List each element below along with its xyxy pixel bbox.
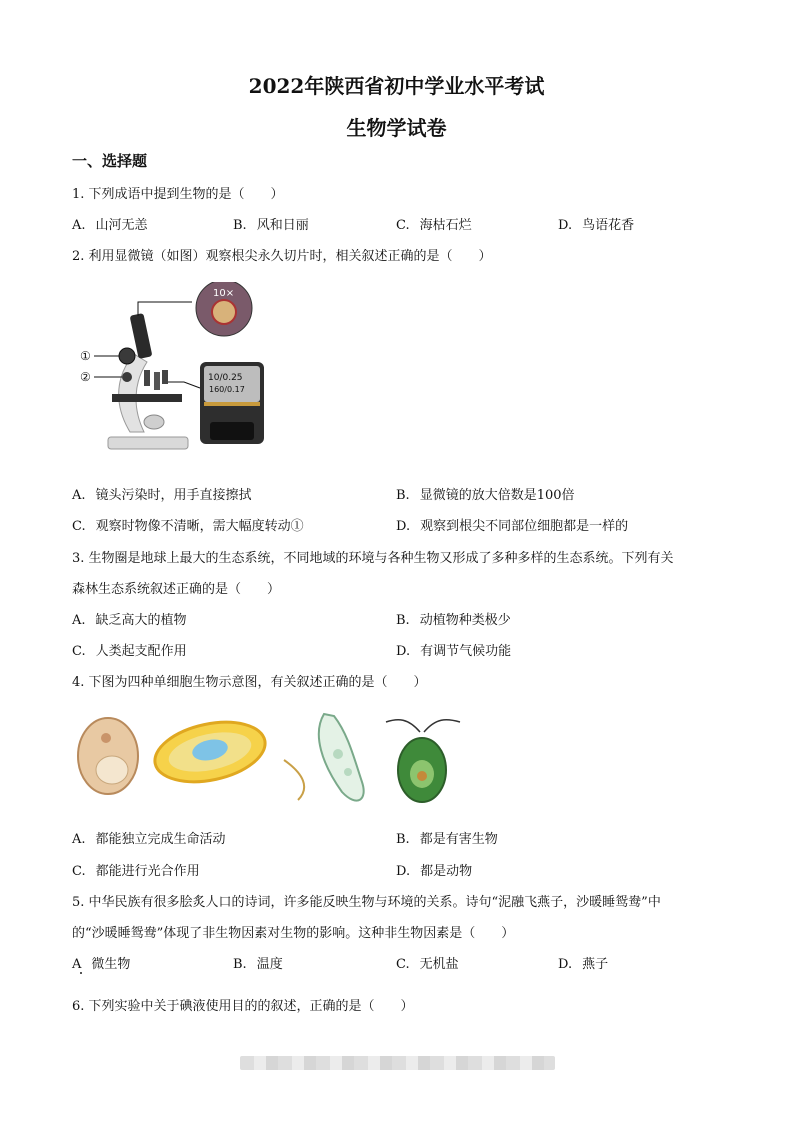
single-cell-organisms-figure	[72, 704, 472, 808]
q5-option-a: A 微生物	[72, 957, 131, 972]
q2-option-c: C. 观察时物像不清晰，需大幅度转动①	[72, 519, 304, 534]
q1-option-a: A. 山河无恙	[72, 218, 148, 233]
coarse-focus-knob	[119, 348, 135, 364]
blurred-footer-watermark	[240, 1056, 555, 1070]
q2-option-d: D. 观察到根尖不同部位细胞都是一样的	[396, 519, 629, 534]
section-heading: 一、选择题	[72, 152, 148, 170]
q4-option-a: A. 都能独立完成生命活动	[72, 832, 226, 847]
paramecium-icon	[319, 714, 364, 801]
question-4-stem: 4. 下图为四种单细胞生物示意图，有关叙述正确的是（ ）	[72, 675, 427, 690]
label-1: ①	[80, 349, 91, 363]
exam-subtitle: 生物学试卷	[346, 116, 447, 140]
q4-option-d: D. 都是动物	[396, 864, 473, 879]
microscope-base	[108, 437, 188, 449]
eyepiece-label: 10×	[213, 288, 235, 299]
microscope-arm	[119, 354, 147, 432]
microscope-figure	[72, 282, 272, 462]
q2-option-a: A. 镜头污染时，用手直接擦拭	[72, 488, 252, 503]
q3-option-a: A. 缺乏高大的植物	[72, 613, 187, 628]
yeast-cell-icon	[78, 718, 138, 794]
question-3-stem-line2: 森林生态系统叙述正确的是（ ）	[72, 582, 281, 597]
chlamydomonas-icon	[386, 720, 460, 802]
mirror-icon	[144, 415, 164, 429]
q1-option-b: B. 风和日丽	[233, 218, 309, 233]
question-6-stem: 6. 下列实验中关于碘液使用目的的叙述，正确的是（ ）	[72, 999, 414, 1014]
objective-text-1: 10/0.25	[208, 373, 243, 383]
exam-title: 2022年陕西省初中学业水平考试	[248, 74, 545, 98]
label-2: ②	[80, 370, 91, 384]
q5-option-c: C. 无机盐	[396, 957, 459, 972]
q3-option-d: D. 有调节气候功能	[396, 644, 512, 659]
q5-option-b: B. 温度	[233, 957, 283, 972]
q1-option-c: C. 海枯石烂	[396, 218, 472, 233]
q4-option-c: C. 都能进行光合作用	[72, 864, 200, 879]
fine-focus-knob	[122, 372, 132, 382]
stray-mark	[80, 972, 82, 974]
bacterium-icon	[149, 713, 304, 800]
microscope-stage	[112, 394, 182, 402]
question-2-stem: 2. 利用显微镜（如图）观察根尖永久切片时，相关叙述正确的是（ ）	[72, 249, 492, 264]
objective-text-2: 160/0.17	[209, 385, 245, 394]
q2-option-b: B. 显微镜的放大倍数是100倍	[396, 488, 575, 503]
question-1-stem: 1. 下列成语中提到生物的是（ ）	[72, 187, 284, 202]
q4-option-b: B. 都是有害生物	[396, 832, 498, 847]
q3-option-c: C. 人类起支配作用	[72, 644, 187, 659]
question-5-stem-line2: 的“沙暖睡鸳鸯”体现了非生物因素对生物的影响。这种非生物因素是（ ）	[72, 926, 515, 941]
q5-option-d: D. 燕子	[558, 957, 609, 972]
q3-option-b: B. 动植物种类极少	[396, 613, 511, 628]
q1-option-d: D. 鸟语花香	[558, 218, 635, 233]
question-3-stem-line1: 3. 生物圈是地球上最大的生态系统，不同地域的环境与各种生物又形成了多种多样的生态系统。下列有关	[72, 551, 674, 566]
question-5-stem-line1: 5. 中华民族有很多脍炙人口的诗词，许多能反映生物与环境的关系。诗句“泥融飞燕子，沙暖睡鸳鸯”中	[72, 895, 661, 910]
